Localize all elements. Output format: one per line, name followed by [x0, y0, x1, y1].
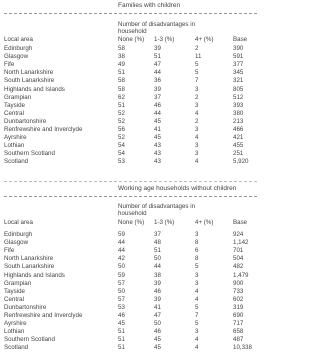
- cell-1-3-pct: 48: [154, 239, 161, 247]
- cell-base: 5,920: [233, 158, 249, 166]
- table-row: [0, 296, 261, 304]
- table-row: [0, 344, 261, 352]
- cell-local-area: Highlands and Islands: [4, 85, 65, 93]
- cell-none-pct: 58: [118, 45, 125, 52]
- cell-1-3-pct: 47: [154, 61, 161, 69]
- cell-local-area: Ayrshire: [4, 320, 27, 328]
- cell-none-pct: 51: [118, 101, 125, 109]
- cell-local-area: Southern Scotland: [4, 336, 55, 344]
- cell-1-3-pct: 44: [154, 69, 161, 77]
- table-row: [0, 61, 261, 69]
- cell-base: 1,479: [233, 271, 249, 279]
- cell-none-pct: 54: [118, 142, 125, 150]
- table-row: [0, 312, 261, 320]
- column-header-local-area: Local area: [4, 36, 33, 43]
- table-row: [0, 255, 261, 263]
- cell-none-pct: 45: [118, 320, 125, 328]
- cell-1-3-pct: 45: [154, 134, 161, 142]
- cell-base: 591: [233, 53, 244, 61]
- cell-none-pct: 49: [118, 61, 125, 69]
- cell-local-area: Dunbartonshire: [4, 117, 47, 125]
- cell-base: 701: [233, 247, 244, 255]
- cell-base: 455: [233, 142, 244, 150]
- cell-1-3-pct: 39: [154, 45, 161, 52]
- cell-1-3-pct: 36: [154, 77, 161, 85]
- cell-local-area: Edinburgh: [4, 45, 33, 52]
- cell-1-3-pct: 51: [154, 53, 161, 61]
- cell-local-area: Scotland: [4, 158, 29, 166]
- cell-base: 213: [233, 117, 244, 125]
- cell-1-3-pct: 37: [154, 93, 161, 101]
- cell-none-pct: 44: [118, 239, 125, 247]
- table-row: [0, 150, 261, 158]
- cell-local-area: Lothian: [4, 328, 25, 336]
- cell-none-pct: 59: [118, 271, 125, 279]
- column-header-base: Base: [233, 36, 248, 43]
- cell-1-3-pct: 43: [154, 158, 161, 166]
- table-row: [0, 328, 261, 336]
- cell-4-plus-pct: 4: [195, 344, 199, 352]
- cell-local-area: Fife: [4, 247, 15, 255]
- cell-none-pct: 46: [118, 312, 125, 319]
- cell-none-pct: 54: [118, 150, 125, 158]
- cell-4-plus-pct: 8: [195, 239, 199, 247]
- cell-local-area: Central: [4, 109, 24, 117]
- column-header-none: None (%): [118, 219, 145, 226]
- cell-4-plus-pct: 5: [195, 61, 199, 69]
- cell-1-3-pct: 44: [154, 109, 161, 117]
- cell-base: 377: [233, 61, 244, 69]
- cell-base: 345: [233, 69, 244, 77]
- cell-base: 390: [233, 45, 244, 52]
- cell-local-area: North Lanarkshire: [4, 255, 54, 263]
- cell-local-area: Edinburgh: [4, 231, 33, 238]
- cell-1-3-pct: 41: [154, 126, 161, 133]
- section-separator: [4, 181, 257, 182]
- cell-local-area: Renfrewshire and Inverclyde: [4, 126, 83, 133]
- cell-none-pct: 50: [118, 263, 125, 271]
- cell-none-pct: 50: [118, 287, 125, 295]
- cell-local-area: South Lanarkshire: [4, 263, 55, 271]
- cell-4-plus-pct: 3: [195, 142, 199, 150]
- cell-none-pct: 44: [118, 247, 125, 255]
- cell-1-3-pct: 50: [154, 320, 161, 328]
- cell-1-3-pct: 39: [154, 295, 161, 303]
- table-row: [0, 142, 261, 150]
- cell-local-area: Grampian: [4, 93, 32, 101]
- table-row: [0, 304, 261, 312]
- cell-none-pct: 56: [118, 126, 125, 133]
- cell-4-plus-pct: 7: [195, 312, 199, 319]
- table-row: [0, 336, 261, 344]
- cell-none-pct: 53: [118, 158, 125, 166]
- cell-base: 319: [233, 303, 244, 311]
- table-row: [0, 86, 261, 94]
- cell-1-3-pct: 43: [154, 142, 161, 150]
- table-row: [0, 77, 261, 85]
- cell-base: 900: [233, 279, 244, 287]
- cell-local-area: Lothian: [4, 142, 25, 150]
- cell-base: 380: [233, 109, 244, 117]
- table-row: [0, 320, 261, 328]
- cell-base: 805: [233, 85, 244, 93]
- cell-local-area: Scotland: [4, 344, 29, 352]
- cell-4-plus-pct: 3: [195, 231, 199, 238]
- table-row: [0, 239, 261, 247]
- table-subheading-cont: household: [118, 210, 147, 217]
- table-row: [0, 45, 261, 53]
- cell-none-pct: 53: [118, 303, 125, 311]
- table-row: [0, 280, 261, 288]
- cell-1-3-pct: 50: [154, 255, 161, 263]
- cell-1-3-pct: 44: [154, 263, 161, 271]
- cell-local-area: Fife: [4, 61, 15, 69]
- cell-4-plus-pct: 4: [195, 295, 199, 303]
- cell-1-3-pct: 39: [154, 279, 161, 287]
- cell-1-3-pct: 46: [154, 101, 161, 109]
- cell-none-pct: 57: [118, 295, 125, 303]
- cell-base: 690: [233, 312, 244, 319]
- cell-4-plus-pct: 4: [195, 134, 199, 142]
- cell-local-area: Highlands and Islands: [4, 271, 65, 279]
- table-row: [0, 288, 261, 296]
- cell-1-3-pct: 47: [154, 312, 161, 319]
- table-row: [0, 53, 261, 61]
- cell-1-3-pct: 46: [154, 287, 161, 295]
- cell-local-area: Renfrewshire and Inverclyde: [4, 312, 83, 319]
- table-row: [0, 94, 261, 102]
- table-subheading-cont: household: [118, 28, 147, 35]
- cell-base: 924: [233, 231, 244, 238]
- table-subheading: Number of disadvantages in: [118, 203, 196, 210]
- column-header-1-3: 1-3 (%): [154, 36, 175, 43]
- cell-base: 466: [233, 126, 244, 133]
- cell-base: 10,338: [233, 344, 252, 352]
- table-row: [0, 126, 261, 134]
- cell-none-pct: 58: [118, 85, 125, 93]
- cell-local-area: Dunbartonshire: [4, 303, 47, 311]
- table-row: [0, 272, 261, 280]
- cell-base: 321: [233, 77, 244, 85]
- column-header-4-plus: 4+ (%): [195, 219, 214, 226]
- cell-4-plus-pct: 3: [195, 126, 199, 133]
- cell-base: 504: [233, 255, 244, 263]
- cell-local-area: South Lanarkshire: [4, 77, 55, 85]
- cell-4-plus-pct: 3: [195, 101, 199, 109]
- cell-1-3-pct: 38: [154, 271, 161, 279]
- cell-base: 733: [233, 287, 244, 295]
- cell-local-area: Glasgow: [4, 239, 29, 247]
- column-header-1-3: 1-3 (%): [154, 219, 175, 226]
- column-header-none: None (%): [118, 36, 145, 43]
- table-row: [0, 69, 261, 77]
- cell-4-plus-pct: 4: [195, 158, 199, 166]
- cell-base: 393: [233, 101, 244, 109]
- table-row: [0, 110, 261, 118]
- cell-local-area: Southern Scotland: [4, 150, 55, 158]
- cell-4-plus-pct: 7: [195, 77, 199, 85]
- cell-none-pct: 51: [118, 69, 125, 77]
- cell-4-plus-pct: 6: [195, 247, 199, 255]
- cell-none-pct: 51: [118, 328, 125, 336]
- cell-base: 602: [233, 295, 244, 303]
- cell-1-3-pct: 45: [154, 336, 161, 344]
- cell-base: 512: [233, 93, 244, 101]
- cell-local-area: North Lanarkshire: [4, 69, 54, 77]
- divider: [4, 196, 257, 197]
- cell-4-plus-pct: 2: [195, 117, 199, 125]
- column-header-4-plus: 4+ (%): [195, 36, 214, 43]
- cell-local-area: Grampian: [4, 279, 32, 287]
- cell-4-plus-pct: 2: [195, 93, 199, 101]
- cell-base: 482: [233, 263, 244, 271]
- cell-local-area: Ayrshire: [4, 134, 27, 142]
- cell-4-plus-pct: 4: [195, 287, 199, 295]
- cell-1-3-pct: 41: [154, 303, 161, 311]
- cell-base: 487: [233, 336, 244, 344]
- cell-1-3-pct: 51: [154, 247, 161, 255]
- cell-1-3-pct: 37: [154, 231, 161, 238]
- cell-none-pct: 38: [118, 53, 125, 61]
- cell-4-plus-pct: 3: [195, 150, 199, 158]
- cell-base: 717: [233, 320, 244, 328]
- cell-base: 421: [233, 134, 244, 142]
- cell-none-pct: 52: [118, 134, 125, 142]
- table-row: [0, 247, 261, 255]
- cell-4-plus-pct: 3: [195, 85, 199, 93]
- cell-4-plus-pct: 3: [195, 271, 199, 279]
- cell-4-plus-pct: 3: [195, 279, 199, 287]
- cell-none-pct: 42: [118, 255, 125, 263]
- cell-local-area: Tayside: [4, 101, 25, 109]
- cell-4-plus-pct: 5: [195, 303, 199, 311]
- table-row: [0, 231, 261, 239]
- table-row: [0, 263, 261, 271]
- cell-4-plus-pct: 11: [195, 53, 202, 61]
- cell-1-3-pct: 39: [154, 85, 161, 93]
- cell-local-area: Central: [4, 295, 24, 303]
- cell-none-pct: 57: [118, 279, 125, 287]
- cell-none-pct: 51: [118, 336, 125, 344]
- cell-4-plus-pct: 4: [195, 109, 199, 117]
- cell-4-plus-pct: 3: [195, 328, 199, 336]
- cell-none-pct: 59: [118, 231, 125, 238]
- cell-base: 658: [233, 328, 244, 336]
- table-row: [0, 102, 261, 110]
- cell-4-plus-pct: 5: [195, 263, 199, 271]
- column-header-base: Base: [233, 219, 248, 226]
- cell-4-plus-pct: 5: [195, 320, 199, 328]
- cell-1-3-pct: 45: [154, 117, 161, 125]
- cell-1-3-pct: 45: [154, 344, 161, 352]
- table-title: Working age households without children: [118, 185, 237, 192]
- column-header-local-area: Local area: [4, 219, 33, 226]
- cell-4-plus-pct: 4: [195, 336, 199, 344]
- divider: [4, 13, 257, 14]
- cell-none-pct: 62: [118, 93, 125, 101]
- cell-1-3-pct: 46: [154, 328, 161, 336]
- cell-1-3-pct: 43: [154, 150, 161, 158]
- table-row: [0, 134, 261, 142]
- cell-4-plus-pct: 8: [195, 255, 199, 263]
- cell-local-area: Glasgow: [4, 53, 29, 61]
- table-row: [0, 118, 261, 126]
- cell-local-area: Tayside: [4, 287, 25, 295]
- cell-base: 251: [233, 150, 244, 158]
- table-subheading: Number of disadvantages in: [118, 21, 196, 28]
- table-row: [0, 158, 261, 166]
- cell-none-pct: 51: [118, 344, 125, 352]
- cell-none-pct: 58: [118, 77, 125, 85]
- cell-base: 1,142: [233, 239, 249, 247]
- cell-4-plus-pct: 2: [195, 45, 199, 52]
- cell-none-pct: 52: [118, 109, 125, 117]
- cell-4-plus-pct: 5: [195, 69, 199, 77]
- cell-none-pct: 52: [118, 117, 125, 125]
- table-title: Families with children: [118, 2, 181, 9]
